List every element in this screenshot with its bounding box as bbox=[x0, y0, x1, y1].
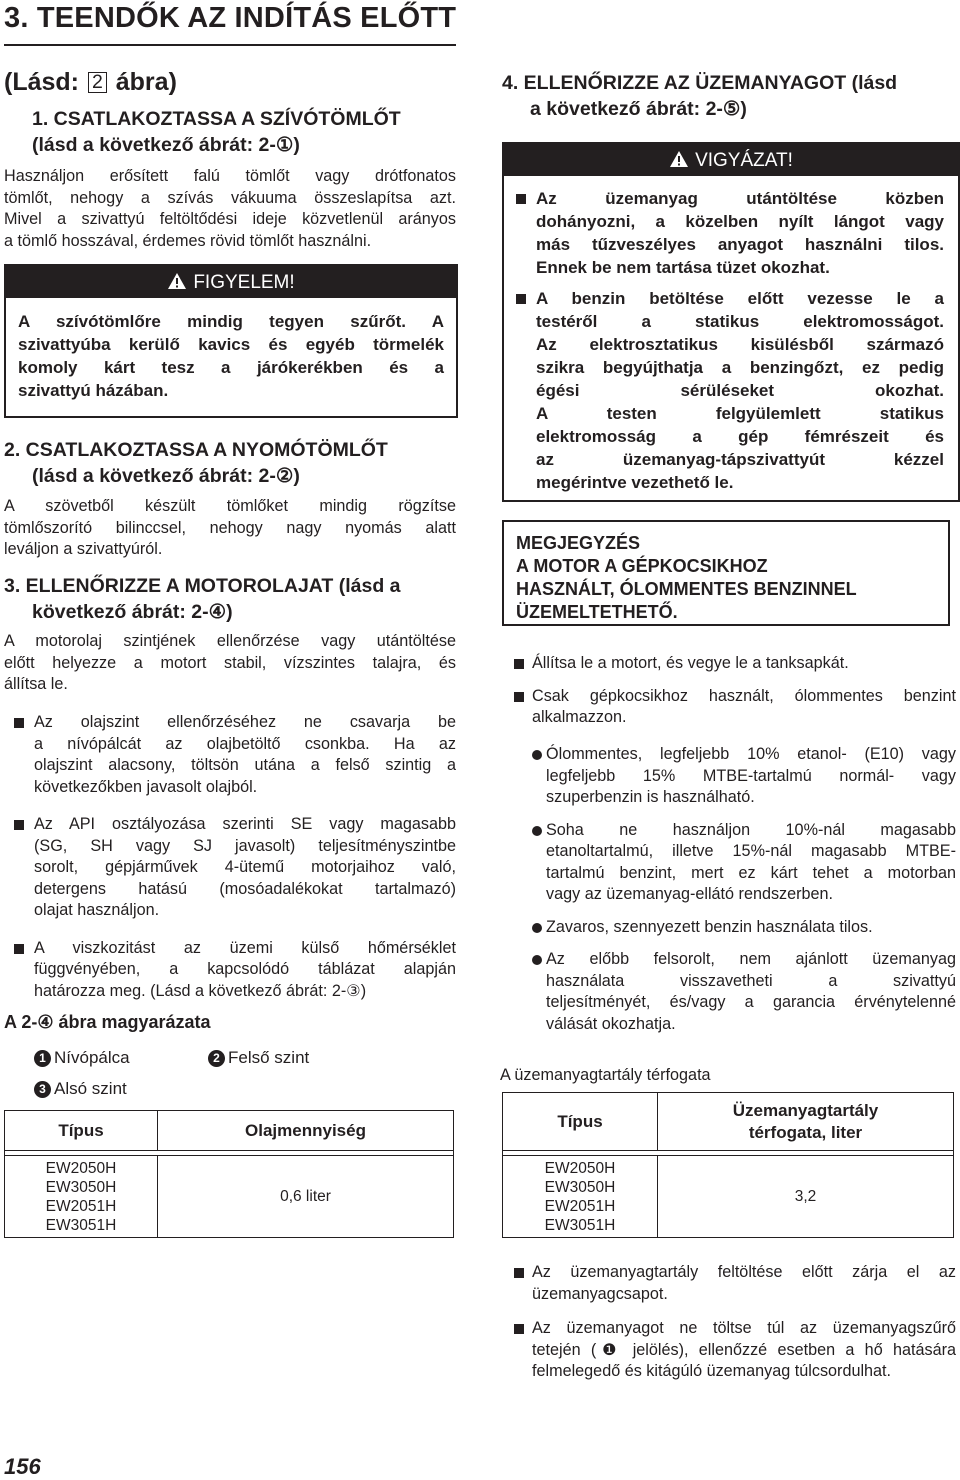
text-line: előtt helyezze a motort stabil, vízszintes talajra, és bbox=[4, 653, 456, 672]
square-bullet-icon bbox=[516, 194, 526, 204]
text-line: a tömlő hosszával, érdemes rövid tömlőt használni. bbox=[4, 231, 372, 250]
fuel-bullets bbox=[514, 653, 956, 740]
text-line: Az elektrosztatikus kisülésből származó bbox=[536, 335, 944, 354]
text-line: sorolt, gépjárművek 4-ütemű motorjaihoz való, bbox=[34, 858, 456, 876]
figure-reference: (Lásd: 2 ábra) bbox=[4, 68, 177, 96]
warning-triangle-icon bbox=[669, 150, 689, 168]
model-name: EW2051H bbox=[544, 1197, 616, 1215]
title-rule bbox=[4, 44, 456, 46]
square-bullet-icon bbox=[514, 1268, 524, 1278]
text-line: Ólommentes, legfeljebb 10% etanol- (E10) vagy bbox=[546, 745, 956, 763]
fuel-dot-list bbox=[532, 744, 956, 1046]
note-line: ÜZEMELTETHETŐ. bbox=[516, 602, 678, 622]
fuel-table-models bbox=[503, 1156, 658, 1238]
warning-text bbox=[6, 298, 456, 402]
bullet-item bbox=[514, 1262, 956, 1305]
text-line: Mivel a szivattyú feltöltődési ideje közvetlenül arányos bbox=[4, 210, 456, 228]
text-line: Az üzemanyagtartály feltöltése előtt zárja el az bbox=[532, 1263, 956, 1281]
bullet-item bbox=[514, 1318, 956, 1383]
model-name: EW3051H bbox=[45, 1216, 117, 1234]
oil-table-models bbox=[5, 1156, 158, 1238]
text-line: égési sérüléseket okozhat. bbox=[536, 381, 944, 400]
warning-header: FIGYELEM! bbox=[6, 266, 456, 298]
text-line: felmelegedő és kitágúló üzemanyag túlcsordulhat. bbox=[532, 1362, 892, 1380]
text-line: tömlőt, nehogy a szívás vákuuma összeslapítsa azt. bbox=[4, 188, 456, 207]
warning-box-vigyazat bbox=[502, 142, 960, 502]
text-line: Ennek be nem tartása tüzet okozhat. bbox=[536, 258, 830, 277]
square-bullet-icon bbox=[14, 820, 24, 830]
text-line: detergens hatású (mosóadalékokat tartalmazó) bbox=[34, 879, 456, 898]
fuel-table bbox=[502, 1092, 954, 1238]
text-line: szivattyúba kerülő kavics és egyéb törmelék bbox=[18, 335, 444, 354]
bullet-item bbox=[14, 938, 456, 1003]
section-3-heading: 3. ELLENŐRIZZE A MOTOROLAJAT (lásd a következő ábrát: 2-④) bbox=[4, 575, 401, 623]
text-line: elektromosság a gép fémrészeit és bbox=[536, 427, 944, 446]
round-bullet-icon bbox=[532, 955, 542, 965]
text-line: állítsa le. bbox=[4, 675, 68, 693]
text-line: tömlőszorító bilinccsel, nehogy nagy nyomás alatt bbox=[4, 518, 456, 537]
round-bullet-icon bbox=[532, 826, 542, 836]
note-box bbox=[502, 520, 950, 626]
square-bullet-icon bbox=[514, 1324, 524, 1334]
text-line: komoly kárt tesz a járókerékben és a bbox=[18, 358, 444, 377]
text-line: A motorolaj szintjének ellenőrzése vagy utántöltése bbox=[4, 632, 456, 650]
figure-box: 2 bbox=[88, 72, 107, 94]
text-line: szikra begyújthatja a benzingőzt, ez pedig bbox=[536, 358, 944, 377]
text-line: tetején (❶ jelölés), ellenőzzé esetben a hő hatására bbox=[532, 1340, 956, 1359]
text-line: Soha ne használjon 10%-nál magasabb bbox=[546, 820, 956, 839]
page-number: 156 bbox=[4, 1454, 41, 1479]
text-line: dohányozni, a közelben nyílt lángot vagy bbox=[536, 212, 944, 231]
section-3-text bbox=[4, 631, 456, 696]
section-1-heading: 1. CSATLAKOZTASSA A SZÍVÓTÖMLŐT (lásd a következő ábrát: 2-①) bbox=[32, 108, 401, 156]
model-name: EW3050H bbox=[45, 1178, 117, 1196]
oil-table-header-type: Típus bbox=[5, 1111, 158, 1151]
bullet-item bbox=[532, 820, 956, 906]
text-line: Zavaros, szennyezett benzin használata tilos. bbox=[546, 917, 873, 936]
bullet-item bbox=[516, 287, 944, 494]
bullet-item bbox=[516, 187, 944, 279]
fuel-table-header-volume: Üzemanyagtartály térfogata, liter bbox=[658, 1093, 954, 1151]
fuel-table-header-type: Típus bbox=[503, 1093, 658, 1151]
fuel-bullets-2 bbox=[514, 1262, 956, 1396]
warning-triangle-icon bbox=[167, 272, 187, 290]
fuel-table-value: 3,2 bbox=[658, 1156, 954, 1238]
text-line: Csak gépkocsikhoz használt, ólommentes benzint bbox=[532, 686, 956, 705]
text-line: A benzin betöltése előtt vezesse le a bbox=[536, 289, 944, 308]
square-bullet-icon bbox=[516, 294, 526, 304]
page-title: 3. TEENDŐK AZ INDÍTÁS ELŐTT bbox=[4, 2, 457, 34]
oil-table bbox=[4, 1110, 454, 1238]
text-line: leváljon a szivattyúról. bbox=[4, 540, 163, 558]
round-bullet-icon bbox=[532, 923, 542, 933]
legend-item-1: 1 Nívópálca bbox=[34, 1048, 130, 1068]
text-line: tartalmú benzint, mert ez kárt tehet a motorban bbox=[546, 863, 956, 882]
legend-item-3: 3 Alsó szint bbox=[34, 1079, 127, 1099]
text-line: A testen felgyülemlett statikus bbox=[536, 404, 944, 423]
text-line: Az előbb felsorolt, nem ajánlott üzemanyag bbox=[546, 950, 956, 968]
text-line: A szívótömlőre mindig tegyen szűrőt. A bbox=[18, 312, 444, 331]
text-line: a nívópálcát az olajbetöltő csonkba. Ha az bbox=[34, 734, 456, 753]
legend-item-2: 2 Felső szint bbox=[208, 1048, 309, 1068]
text-line: Az olajszint ellenőrzéséhez ne csavarja be bbox=[34, 713, 456, 731]
text-line: az üzemanyag-tápszivattyút kézzel bbox=[536, 450, 944, 469]
text-line: Az API osztályozása szerinti SE vagy magasabb bbox=[34, 815, 456, 833]
bullet-item bbox=[532, 744, 956, 809]
text-line: szuperbenzin is használható. bbox=[546, 788, 755, 806]
text-line: következőkben javasolt olajból. bbox=[34, 777, 258, 796]
text-line: teljesítményét, és/vagy a garancia érvénytelenné bbox=[546, 993, 956, 1011]
text-line: szivattyú házában. bbox=[18, 381, 169, 400]
text-line: határozza meg. (Lásd a következő ábrát: 2-③) bbox=[34, 981, 367, 1000]
section-4-heading: 4. ELLENŐRIZZE AZ ÜZEMANYAGOT (lásd a következő ábrát: 2-⑤) bbox=[502, 72, 898, 120]
oil-table-header-quantity: Olajmennyiség bbox=[158, 1111, 454, 1151]
text-line: más tűzveszélyes anyagot használni tilos. bbox=[536, 235, 944, 254]
tank-caption: A üzemanyagtartály térfogata bbox=[500, 1066, 711, 1084]
warning-box-figyelem bbox=[4, 264, 458, 418]
model-name: EW3050H bbox=[544, 1178, 616, 1196]
text-line: Az üzemanyagot ne töltse túl az üzemanyagszűrő bbox=[532, 1319, 956, 1337]
section-1-text bbox=[4, 166, 456, 252]
text-line: A viszkozitást az üzemi külső hőmérséklet bbox=[34, 938, 456, 957]
text-line: megérintve vezethető le. bbox=[536, 473, 734, 492]
note-line: A MOTOR A GÉPKOCSIKHOZ bbox=[516, 556, 768, 576]
text-line: válását okozhatja. bbox=[546, 1014, 676, 1033]
section-3-bullets bbox=[14, 712, 456, 1018]
square-bullet-icon bbox=[514, 659, 524, 669]
model-name: EW2050H bbox=[45, 1159, 117, 1177]
text-line: alkalmazzon. bbox=[532, 708, 627, 726]
text-line: üzemanyagcsapot. bbox=[532, 1284, 668, 1303]
warning-header: VIGYÁZAT! bbox=[504, 144, 958, 176]
bullet-item bbox=[514, 686, 956, 729]
oil-table-value: 0,6 liter bbox=[158, 1156, 454, 1238]
bullet-item bbox=[532, 917, 956, 939]
note-line: MEGJEGYZÉS bbox=[516, 533, 641, 553]
text-line: Az üzemanyag utántöltése közben bbox=[536, 189, 944, 208]
square-bullet-icon bbox=[514, 692, 524, 702]
text-line: testéről a statikus elektromosságot. bbox=[536, 312, 944, 331]
bullet-item bbox=[532, 949, 956, 1035]
warning-bullets bbox=[504, 176, 958, 494]
text-line: Állítsa le a motort, és vegye le a tanksapkát. bbox=[532, 654, 849, 672]
model-name: EW3051H bbox=[544, 1216, 616, 1234]
square-bullet-icon bbox=[14, 718, 24, 728]
bullet-item bbox=[14, 814, 456, 922]
text-line: használata visszavetheti a szivattyú bbox=[546, 971, 956, 990]
section-2-heading: 2. CSATLAKOZTASSA A NYOMÓTÖMLŐT (lásd a következő ábrát: 2-②) bbox=[4, 439, 388, 487]
text-line: függvényében, a kapcsolódó táblázat alapján bbox=[34, 960, 456, 978]
text-line: A szövetből készült tömlőket mindig rögzítse bbox=[4, 497, 456, 515]
model-name: EW2051H bbox=[45, 1197, 117, 1215]
text-line: vagy az üzemanyag-ellátó rendszerben. bbox=[546, 885, 834, 903]
bullet-item bbox=[514, 653, 956, 675]
legend-heading: A 2-④ ábra magyarázata bbox=[4, 1012, 211, 1032]
note-line: HASZNÁLT, ÓLOMMENTES BENZINNEL bbox=[516, 579, 857, 599]
round-bullet-icon bbox=[532, 750, 542, 760]
text-line: (SG, SH vagy SJ javasolt) teljesítményszintbe bbox=[34, 836, 456, 855]
text-line: olajat használjon. bbox=[34, 901, 160, 919]
bullet-item bbox=[14, 712, 456, 798]
text-line: olajszint alacsony, töltsön utána a felső szintig a bbox=[34, 756, 456, 774]
text-line: legfeljebb 15% MTBE-tartalmú normál- vagy bbox=[546, 766, 956, 785]
section-2-text bbox=[4, 496, 456, 561]
text-line: Használjon erősített falú tömlőt vagy drótfonatos bbox=[4, 167, 456, 185]
model-name: EW2050H bbox=[544, 1159, 616, 1177]
square-bullet-icon bbox=[14, 944, 24, 954]
text-line: etanoltartalmú, illetve 15%-nál magasabb MTBE- bbox=[546, 842, 956, 860]
